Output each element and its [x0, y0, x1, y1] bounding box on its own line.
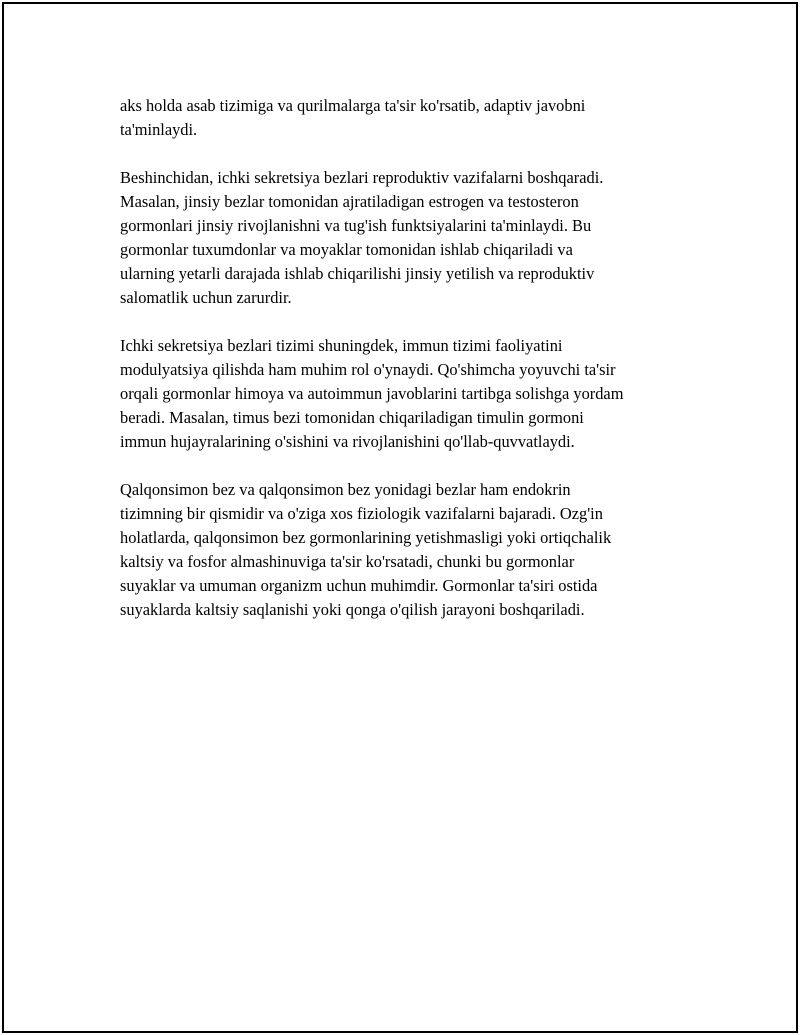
paragraph-2: Beshinchidan, ichki sekretsiya bezlari reproduktiv vazifalarni boshqaradi. Masalan, jinsiy bezlar tomonidan ajratiladigan estrogen va testosteron gormonlari jinsiy rivojlanishni va tug'ish funktsiyalarini ta'minlaydi. Bu gormonlar tuxumdonlar va moyaklar tomonidan ishlab chiqariladi va ularning yetarli darajada ishlab chiqarilishi jinsiy yetilish va reproduktiv salomatlik uchun zarurdir.	[120, 168, 604, 307]
paragraph-1: aks holda asab tizimiga va qurilmalarga ta'sir ko'rsatib, adaptiv javobni ta'minlaydi.	[120, 96, 586, 139]
paragraph-4: Qalqonsimon bez va qalqonsimon bez yonidagi bezlar ham endokrin tizimning bir qismidir va o'ziga xos fiziologik vazifalarni bajaradi. Ozg'in holatlarda, qalqonsimon bez gormonlarining yetishmasligi yoki ortiqchalik kaltsiy va fosfor almashinuviga ta'sir ko'rsatadi, chunki bu gormonlar suyaklar va umuman organizm uchun muhimdir. Gormonlar ta'siri ostida suyaklarda kaltsiy saqlanishi yoki qonga o'qilish jarayoni boshqariladi.	[120, 480, 612, 619]
document-page	[2, 2, 798, 1033]
paragraph-3: Ichki sekretsiya bezlari tizimi shuningdek, immun tizimi faoliyatini modulyatsiya qilishda ham muhim rol o'ynaydi. Qo'shimcha yoyuvchi ta'sir orqali gormonlar himoya va autoimmun javoblarini tartibga solishga yordam beradi. Masalan, timus bezi tomonidan chiqariladigan timulin gormoni immun hujayralarining o'sishini va rivojlanishini qo'llab-quvvatlaydi.	[120, 336, 624, 451]
page-body	[120, 94, 700, 646]
